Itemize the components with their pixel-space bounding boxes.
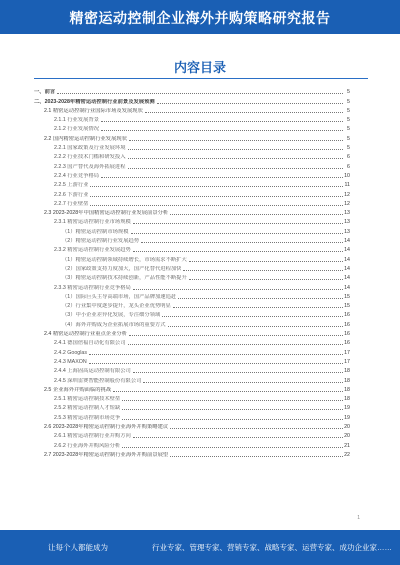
toc-entry-label: 2.1.2 行业发展情况 — [54, 126, 100, 133]
toc-entry-label: 2.7 2023-2028年精密运动控制行业海外并购前景展望 — [44, 451, 169, 458]
toc-entry-page: 13 — [344, 219, 350, 226]
page-number: 1 — [357, 515, 360, 521]
toc-leader-dots — [170, 456, 343, 457]
toc-entry[interactable] — [34, 281, 350, 290]
toc-entry-label: 一、前言 — [34, 89, 56, 96]
toc-entry[interactable] — [34, 105, 350, 114]
toc-entry-page: 19 — [344, 414, 350, 421]
toc-leader-dots — [113, 391, 343, 392]
toc-entry-label: 2.4.4 上海固高运动控制有限公司 — [54, 368, 131, 375]
toc-entry-page: 16 — [344, 312, 350, 319]
toc-entry[interactable] — [34, 328, 350, 337]
toc-entry[interactable] — [34, 123, 350, 132]
toc-entry-page: 12 — [344, 191, 350, 198]
toc-leader-dots — [133, 223, 343, 224]
toc-entry-page: 18 — [344, 386, 350, 393]
toc-entry[interactable] — [34, 318, 350, 327]
toc-entry[interactable] — [34, 300, 350, 309]
toc-entry-page: 6 — [347, 154, 350, 161]
toc-entry-label: （4）海外并购成为企业拓展市场的重要方式 — [62, 321, 166, 328]
toc-entry-page: 13 — [344, 210, 350, 217]
toc-leader-dots — [101, 121, 343, 122]
toc-leader-dots — [90, 196, 343, 197]
toc-entry-label: 2.5 企业海外并购面临的挑战 — [44, 386, 112, 393]
toc-leader-dots — [129, 140, 343, 141]
toc-entry-label: 2.4.5 深圳雷赛智能控制股份有限公司 — [54, 377, 142, 384]
toc-entry-label: 2.2 国内精密运动控制行业发展现状 — [44, 135, 127, 142]
toc-entry-page: 21 — [344, 442, 350, 449]
toc-leader-dots — [133, 289, 343, 290]
toc-entry[interactable] — [34, 179, 350, 188]
toc-entry-label: 2.6.2 行业海外并购风险分析 — [54, 442, 121, 449]
toc-entry-label: 二、2023-2028年精密运动控制行业前景及发展预测 — [34, 98, 155, 105]
toc-entry-page: 5 — [347, 126, 350, 133]
toc-leader-dots — [145, 112, 343, 113]
toc-entry[interactable] — [34, 253, 350, 262]
toc-leader-dots — [168, 326, 343, 327]
toc-entry-page: 12 — [344, 200, 350, 207]
toc-leader-dots — [157, 103, 343, 104]
toc-entry[interactable] — [34, 272, 350, 281]
toc-entry[interactable] — [34, 235, 350, 244]
toc-leader-dots — [122, 409, 343, 410]
toc-entry-page: 5 — [347, 145, 350, 152]
toc-leader-dots — [122, 419, 343, 420]
toc-entry-label: 2.5.3 精密运动控制市场竞争 — [54, 414, 121, 421]
toc-entry[interactable] — [34, 198, 350, 207]
toc-entry-page: 5 — [347, 117, 350, 124]
toc-entry-page: 14 — [344, 275, 350, 282]
toc-entry[interactable] — [34, 160, 350, 169]
toc-entry[interactable] — [34, 384, 350, 393]
toc-leader-dots — [170, 214, 343, 215]
toc-entry[interactable] — [34, 393, 350, 402]
toc-entry[interactable] — [34, 216, 350, 225]
toc-entry-page: 14 — [344, 247, 350, 254]
toc-entry-label: 2.3.2 精密运动控制行业发展趋势 — [54, 247, 131, 254]
toc-entry[interactable] — [34, 411, 350, 420]
footer-slogan: 让每个人都能成为 — [48, 543, 108, 552]
toc-entry[interactable] — [34, 439, 350, 448]
toc-leader-dots — [122, 400, 343, 401]
toc-entry-label: （3）中小企业差异化发展，专注细分领域 — [62, 312, 161, 319]
toc-entry-label: 2.3 2023-2028年中国精密运动控制行业发展前景分析 — [44, 210, 169, 217]
toc-entry-label: （1）精密运动控制领域持续增长，市场需求不断扩大 — [62, 256, 187, 263]
toc-leader-dots — [57, 93, 343, 94]
toc-entry[interactable] — [34, 337, 350, 346]
toc-entry[interactable] — [34, 225, 350, 234]
toc-entry[interactable] — [34, 244, 350, 253]
toc-divider — [34, 78, 368, 79]
toc-entry-page: 6 — [347, 163, 350, 170]
toc-entry-page: 17 — [344, 349, 350, 356]
toc-leader-dots — [128, 344, 343, 345]
report-title: 精密运动控制企业海外并购策略研究报告 — [69, 10, 331, 26]
toc-entry-page: 18 — [344, 368, 350, 375]
toc-entry-label: 2.2.7 行业壁垒 — [54, 200, 89, 207]
toc-entry-label: 2.6 2023-2028年精密运动控制行业海外并购策略建议 — [44, 423, 169, 430]
toc-leader-dots — [128, 158, 343, 159]
toc-entry-page: 17 — [344, 358, 350, 365]
toc-entry[interactable] — [34, 132, 350, 141]
toc-entry[interactable] — [34, 142, 350, 151]
toc-leader-dots — [128, 149, 343, 150]
toc-entry-label: （2）国家政策支持力度加大，国产化替代进程加快 — [62, 265, 182, 272]
toc-entry-page: 20 — [344, 433, 350, 440]
toc-leader-dots — [129, 335, 343, 336]
toc-entry-page: 16 — [344, 331, 350, 338]
toc-leader-dots — [131, 233, 343, 234]
toc-entry[interactable] — [34, 430, 350, 439]
toc-entry-label: 2.2.3 国产替代及海外拓展进程 — [54, 163, 126, 170]
toc-entry-page: 22 — [344, 451, 350, 458]
toc-entry[interactable] — [34, 365, 350, 374]
toc-leader-dots — [173, 307, 343, 308]
toc-entry-label: 2.4.1 德国倍福自动化有限公司 — [54, 340, 126, 347]
toc-entry-label: 2.2.6 下游行业 — [54, 191, 89, 198]
toc-entry-label: （1）国际巨头主导高端市场，国产品牌加速追赶 — [62, 293, 177, 300]
toc-leader-dots — [183, 270, 343, 271]
toc-leader-dots — [133, 372, 343, 373]
toc-entry[interactable] — [34, 374, 350, 383]
toc-entry-page: 19 — [344, 405, 350, 412]
toc-entry-label: 2.3.1 精密运动控制行业市场规模 — [54, 219, 131, 226]
toc-entry-label: 2.5.1 精密运动控制技术壁垒 — [54, 396, 121, 403]
toc-leader-dots — [162, 316, 343, 317]
table-of-contents — [34, 86, 350, 458]
toc-leader-dots — [133, 251, 343, 252]
footer-roles: 行业专家、管理专家、营销专家、战略专家、运营专家、成功企业家…… — [152, 543, 392, 552]
toc-leader-dots — [143, 382, 343, 383]
toc-entry-page: 20 — [344, 423, 350, 430]
toc-entry-label: 2.1.1 行业发展背景 — [54, 117, 100, 124]
toc-entry-label: 2.5.2 精密运动控制人才短缺 — [54, 405, 121, 412]
toc-leader-dots — [90, 205, 343, 206]
toc-entry-page: 16 — [344, 340, 350, 347]
toc-entry-label: 2.4.2 Googlas — [54, 349, 87, 356]
toc-entry[interactable] — [34, 402, 350, 411]
toc-entry[interactable] — [34, 421, 350, 430]
toc-entry-page: 10 — [344, 172, 350, 179]
toc-leader-dots — [128, 168, 343, 169]
toc-entry-page: 15 — [344, 303, 350, 310]
toc-entry-page: 15 — [344, 293, 350, 300]
toc-leader-dots — [133, 437, 343, 438]
toc-leader-dots — [122, 447, 343, 448]
toc-entry-label: 2.2.2 行业技术门槛和研发投入 — [54, 154, 126, 161]
toc-entry-page: 14 — [344, 238, 350, 245]
toc-entry[interactable] — [34, 449, 350, 458]
toc-entry-page: 11 — [344, 182, 350, 189]
toc-entry-page: 16 — [344, 321, 350, 328]
toc-leader-dots — [178, 298, 343, 299]
toc-entry[interactable] — [34, 263, 350, 272]
toc-entry-page: 5 — [347, 135, 350, 142]
report-header-bar — [0, 0, 400, 34]
toc-leader-dots — [141, 242, 343, 243]
toc-entry-label: 2.2.5 上游行业 — [54, 182, 89, 189]
toc-entry[interactable] — [34, 291, 350, 300]
toc-entry[interactable] — [34, 207, 350, 216]
toc-entry-page: 5 — [347, 89, 350, 96]
toc-leader-dots — [90, 186, 343, 187]
toc-entry[interactable] — [34, 188, 350, 197]
toc-entry[interactable] — [34, 151, 350, 160]
toc-entry-page: 14 — [344, 265, 350, 272]
toc-entry[interactable] — [34, 95, 350, 104]
toc-entry-label: 2.6.1 精密运动控制行业并购方向 — [54, 433, 131, 440]
toc-entry-label: （2）精密运动控制行业发展趋势 — [62, 238, 140, 245]
toc-entry[interactable] — [34, 356, 350, 365]
toc-entry-label: （1）精密运动控制市场规模 — [62, 228, 129, 235]
toc-entry-label: 2.2.4 行业竞争格局 — [54, 172, 100, 179]
toc-leader-dots — [89, 354, 343, 355]
toc-leader-dots — [189, 279, 343, 280]
toc-entry-label: 2.4.3 MAXON — [54, 358, 87, 365]
toc-entry[interactable] — [34, 170, 350, 179]
toc-entry-label: 2.4 精密运动控制行业重点企业分析 — [44, 331, 127, 338]
toc-entry-page: 5 — [347, 98, 350, 105]
toc-entry[interactable] — [34, 346, 350, 355]
toc-entry[interactable] — [34, 309, 350, 318]
toc-leader-dots — [101, 130, 343, 131]
toc-entry-page: 18 — [344, 396, 350, 403]
toc-entry-page: 5 — [347, 107, 350, 114]
toc-entry-label: 2.3.3 精密运动控制行业竞争格局 — [54, 284, 131, 291]
report-footer-bar — [0, 530, 400, 565]
toc-entry-label: 2.2.1 国家政策及行业发展环境 — [54, 145, 126, 152]
toc-leader-dots — [189, 261, 343, 262]
toc-heading: 内容目录 — [173, 60, 226, 75]
toc-entry-label: 2.1 精密运动控制行业国际市场及发展现状 — [44, 107, 143, 114]
toc-leader-dots — [89, 363, 343, 364]
toc-entry-page: 14 — [344, 256, 350, 263]
toc-entry-label: （3）精密运动控制技术持续创新，产品性能不断提升 — [62, 275, 187, 282]
toc-entry[interactable] — [34, 114, 350, 123]
toc-leader-dots — [170, 428, 343, 429]
toc-entry[interactable] — [34, 86, 350, 95]
toc-entry-label: （2）行业集中度逐步提升，龙头企业优势明显 — [62, 303, 171, 310]
toc-entry-page: 14 — [344, 284, 350, 291]
toc-entry-page: 13 — [344, 228, 350, 235]
toc-leader-dots — [101, 177, 343, 178]
toc-entry-page: 18 — [344, 377, 350, 384]
